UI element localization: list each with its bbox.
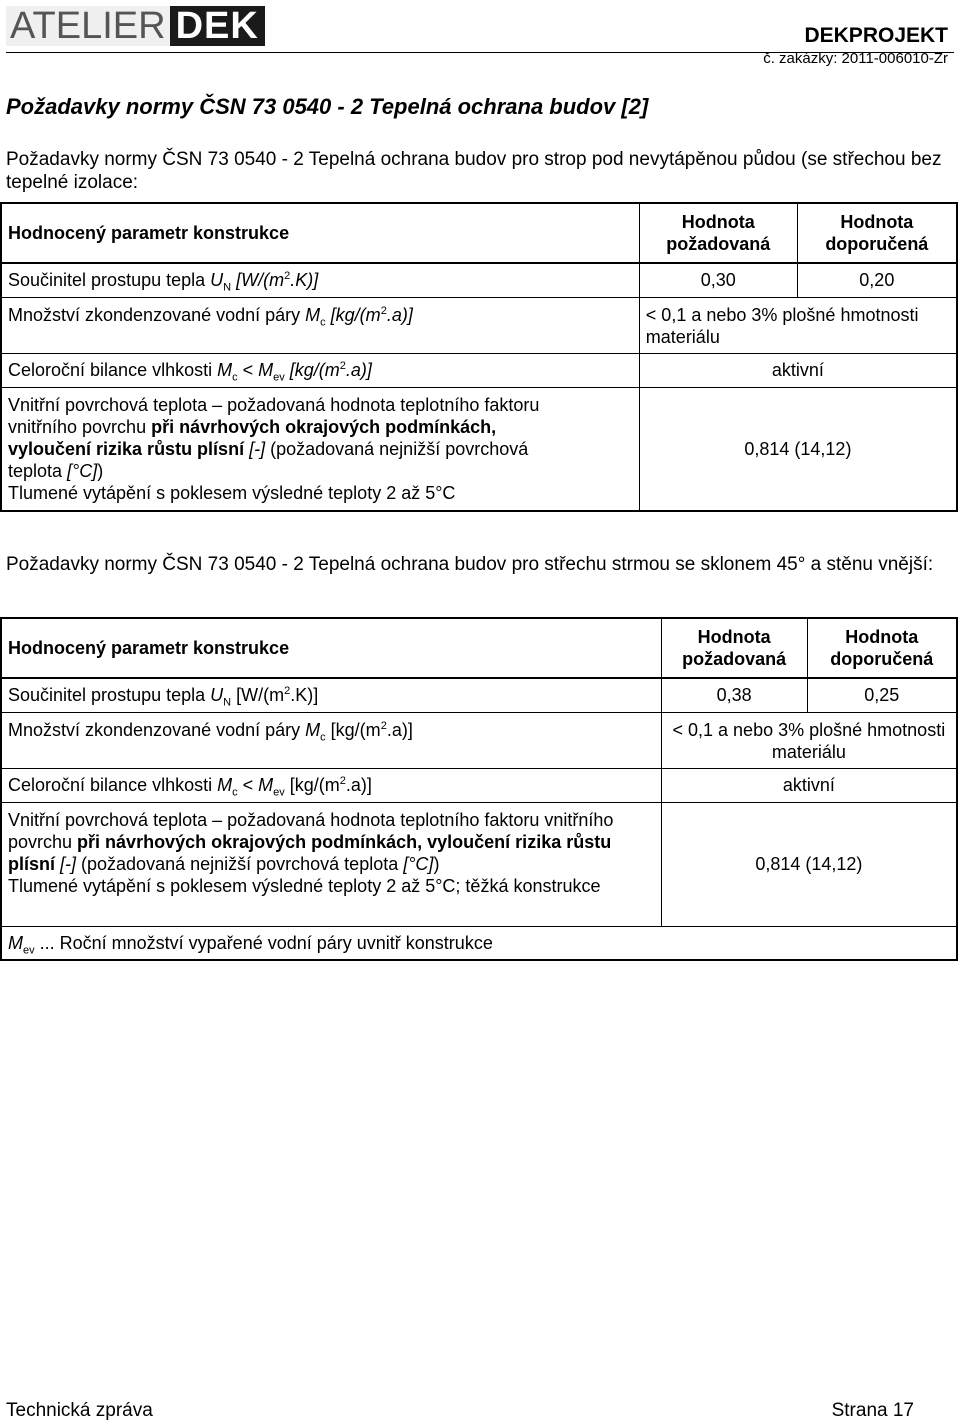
footer-doc-name: Technická zpráva bbox=[6, 1400, 153, 1421]
section1-intro: Požadavky normy ČSN 73 0540 - 2 Tepelná ochrana budov pro strop pod nevytápěnou půdou (se střechou bez tepelné izolace: bbox=[6, 149, 942, 193]
superscript: 2 bbox=[284, 685, 291, 698]
mc-value: < 0,1 a nebo 3% plošné hmotnosti materiálu bbox=[639, 297, 957, 353]
superscript: 2 bbox=[339, 775, 346, 787]
label-text: ) bbox=[433, 853, 440, 874]
unit: [W/(m bbox=[231, 270, 285, 291]
label-text: Součinitel prostupu tepla bbox=[8, 685, 211, 706]
surface-temp-value: 0,814 (14,12) bbox=[639, 387, 957, 511]
u-recommended-value: 0,25 bbox=[807, 678, 957, 712]
label-bold-text: při návrhových okrajových podmínkách, vyloučení rizika růstu plísní bbox=[8, 416, 497, 459]
col-recommended-header: Hodnota doporučená bbox=[797, 203, 957, 263]
subscript: c bbox=[320, 731, 326, 744]
row-label-u bbox=[1, 263, 639, 297]
label-text: (požadovaná nejnižší povrchová teplota bbox=[8, 438, 529, 481]
table-header-row bbox=[1, 203, 957, 263]
table-row bbox=[1, 768, 957, 802]
row-label-surface-temp bbox=[1, 387, 639, 511]
label-text: Vnitřní povrchová teplota – požadovaná hodnota teplotního faktoru vnitřního povrchu bbox=[8, 809, 614, 852]
unit: .K)] bbox=[290, 685, 319, 706]
balance-value: aktivní bbox=[639, 353, 957, 387]
footer-page-number: Strana 17 bbox=[831, 1400, 914, 1421]
label-text: Součinitel prostupu tepla bbox=[8, 270, 211, 291]
unit: [°C] bbox=[67, 460, 98, 481]
symbol: M bbox=[258, 360, 274, 380]
symbol: M bbox=[305, 304, 321, 325]
superscript: 2 bbox=[380, 719, 387, 732]
label-text: Celoroční bilance vlhkosti bbox=[8, 775, 218, 795]
symbol: M bbox=[8, 932, 23, 953]
label-text: Množství zkondenzované vodní páry bbox=[8, 304, 306, 325]
u-required-value: 0,30 bbox=[639, 263, 797, 297]
table-row bbox=[1, 712, 957, 768]
surface-temp-value: 0,814 (14,12) bbox=[661, 802, 957, 926]
subscript: N bbox=[223, 281, 232, 294]
section2-intro: Požadavky normy ČSN 73 0540 - 2 Tepelná ochrana budov pro střechu strmou se sklonem 45° a stěnu vnější: bbox=[6, 554, 934, 575]
table-row bbox=[1, 926, 957, 960]
symbol: U bbox=[210, 270, 224, 291]
unit: [°C] bbox=[403, 853, 434, 874]
subscript: c bbox=[320, 316, 326, 329]
symbol: M bbox=[217, 360, 233, 380]
table-note bbox=[1, 926, 957, 960]
page-title: Požadavky normy ČSN 73 0540 - 2 Tepelná ochrana budov [2] bbox=[6, 94, 649, 119]
table-header-row bbox=[1, 618, 957, 678]
subscript: ev bbox=[273, 786, 285, 799]
superscript: 2 bbox=[380, 304, 387, 317]
unit: .K)] bbox=[290, 270, 319, 291]
header-divider bbox=[6, 52, 954, 53]
table-row bbox=[1, 678, 957, 712]
col-param-header: Hodnocený parametr konstrukce bbox=[1, 618, 661, 678]
logo-atelier-text: ATELIER bbox=[6, 6, 170, 46]
logo-dek-text: DEK bbox=[170, 6, 265, 46]
subscript: ev bbox=[23, 944, 35, 957]
unit: [-] bbox=[244, 438, 266, 459]
label-text: Množství zkondenzované vodní páry bbox=[8, 719, 306, 740]
col-required-header: Hodnota požadovaná bbox=[639, 203, 797, 263]
unit: .a)] bbox=[345, 775, 372, 795]
section1-table bbox=[0, 202, 958, 512]
unit: .a)] bbox=[386, 719, 413, 740]
row-label-u bbox=[1, 678, 661, 712]
superscript: 2 bbox=[339, 360, 346, 372]
order-number: č. zakázky: 2011-006010-Zr bbox=[763, 50, 948, 67]
header-right bbox=[763, 24, 948, 68]
table-row bbox=[1, 353, 957, 387]
company-name: DEKPROJEKT bbox=[804, 24, 948, 47]
subscript: c bbox=[232, 786, 238, 799]
row-label-mc bbox=[1, 712, 661, 768]
unit: [W/(m bbox=[231, 685, 285, 706]
col-param-header: Hodnocený parametr konstrukce bbox=[1, 203, 639, 263]
u-required-value: 0,38 bbox=[661, 678, 807, 712]
note-text: ... Roční množství vypařené vodní páry uvnitř konstrukce bbox=[34, 932, 493, 953]
row-label-balance bbox=[1, 768, 661, 802]
table-row bbox=[1, 387, 957, 511]
superscript: 2 bbox=[284, 270, 291, 283]
col-required-header: Hodnota požadovaná bbox=[661, 618, 807, 678]
label-bold-text: při návrhových okrajových podmínkách, vyloučení rizika růstu plísní bbox=[8, 831, 612, 874]
row-label-balance bbox=[1, 353, 639, 387]
unit: [kg/(m bbox=[325, 304, 381, 325]
unit: [kg/(m bbox=[325, 719, 381, 740]
unit: [kg/(m bbox=[284, 775, 340, 795]
col-recommended-header: Hodnota doporučená bbox=[807, 618, 957, 678]
section2-table bbox=[0, 617, 958, 961]
subscript: ev bbox=[273, 371, 285, 384]
operator: < bbox=[237, 775, 259, 795]
subscript: c bbox=[232, 371, 238, 384]
table-row bbox=[1, 297, 957, 353]
subscript: N bbox=[223, 696, 232, 709]
mc-value: < 0,1 a nebo 3% plošné hmotnosti materiálu bbox=[661, 712, 957, 768]
company-logo bbox=[6, 6, 265, 46]
symbol: M bbox=[217, 775, 233, 795]
table-row bbox=[1, 263, 957, 297]
u-recommended-value: 0,20 bbox=[797, 263, 957, 297]
unit: .a)] bbox=[386, 304, 413, 325]
symbol: M bbox=[305, 719, 321, 740]
label-text: Vnitřní povrchová teplota – požadovaná hodnota teplotního faktoru vnitřního povrchu bbox=[8, 394, 540, 437]
label-text: (požadovaná nejnižší povrchová teplota bbox=[76, 853, 404, 874]
row-label-surface-temp bbox=[1, 802, 661, 926]
label-text: ) bbox=[97, 460, 104, 481]
operator: < bbox=[237, 360, 259, 380]
row-label-mc bbox=[1, 297, 639, 353]
symbol: M bbox=[258, 775, 274, 795]
label-text: Tlumené vytápění s poklesem výsledné teploty 2 až 5°C; těžká konstrukce bbox=[8, 875, 601, 896]
table-row bbox=[1, 802, 957, 926]
unit: [-] bbox=[55, 853, 77, 874]
label-text: Tlumené vytápění s poklesem výsledné teploty 2 až 5°C bbox=[8, 482, 456, 503]
unit: .a)] bbox=[345, 360, 372, 380]
balance-value: aktivní bbox=[661, 768, 957, 802]
page-footer bbox=[6, 1400, 914, 1422]
unit: [kg/(m bbox=[284, 360, 340, 380]
symbol: U bbox=[210, 685, 224, 706]
label-text: Celoroční bilance vlhkosti bbox=[8, 360, 218, 380]
